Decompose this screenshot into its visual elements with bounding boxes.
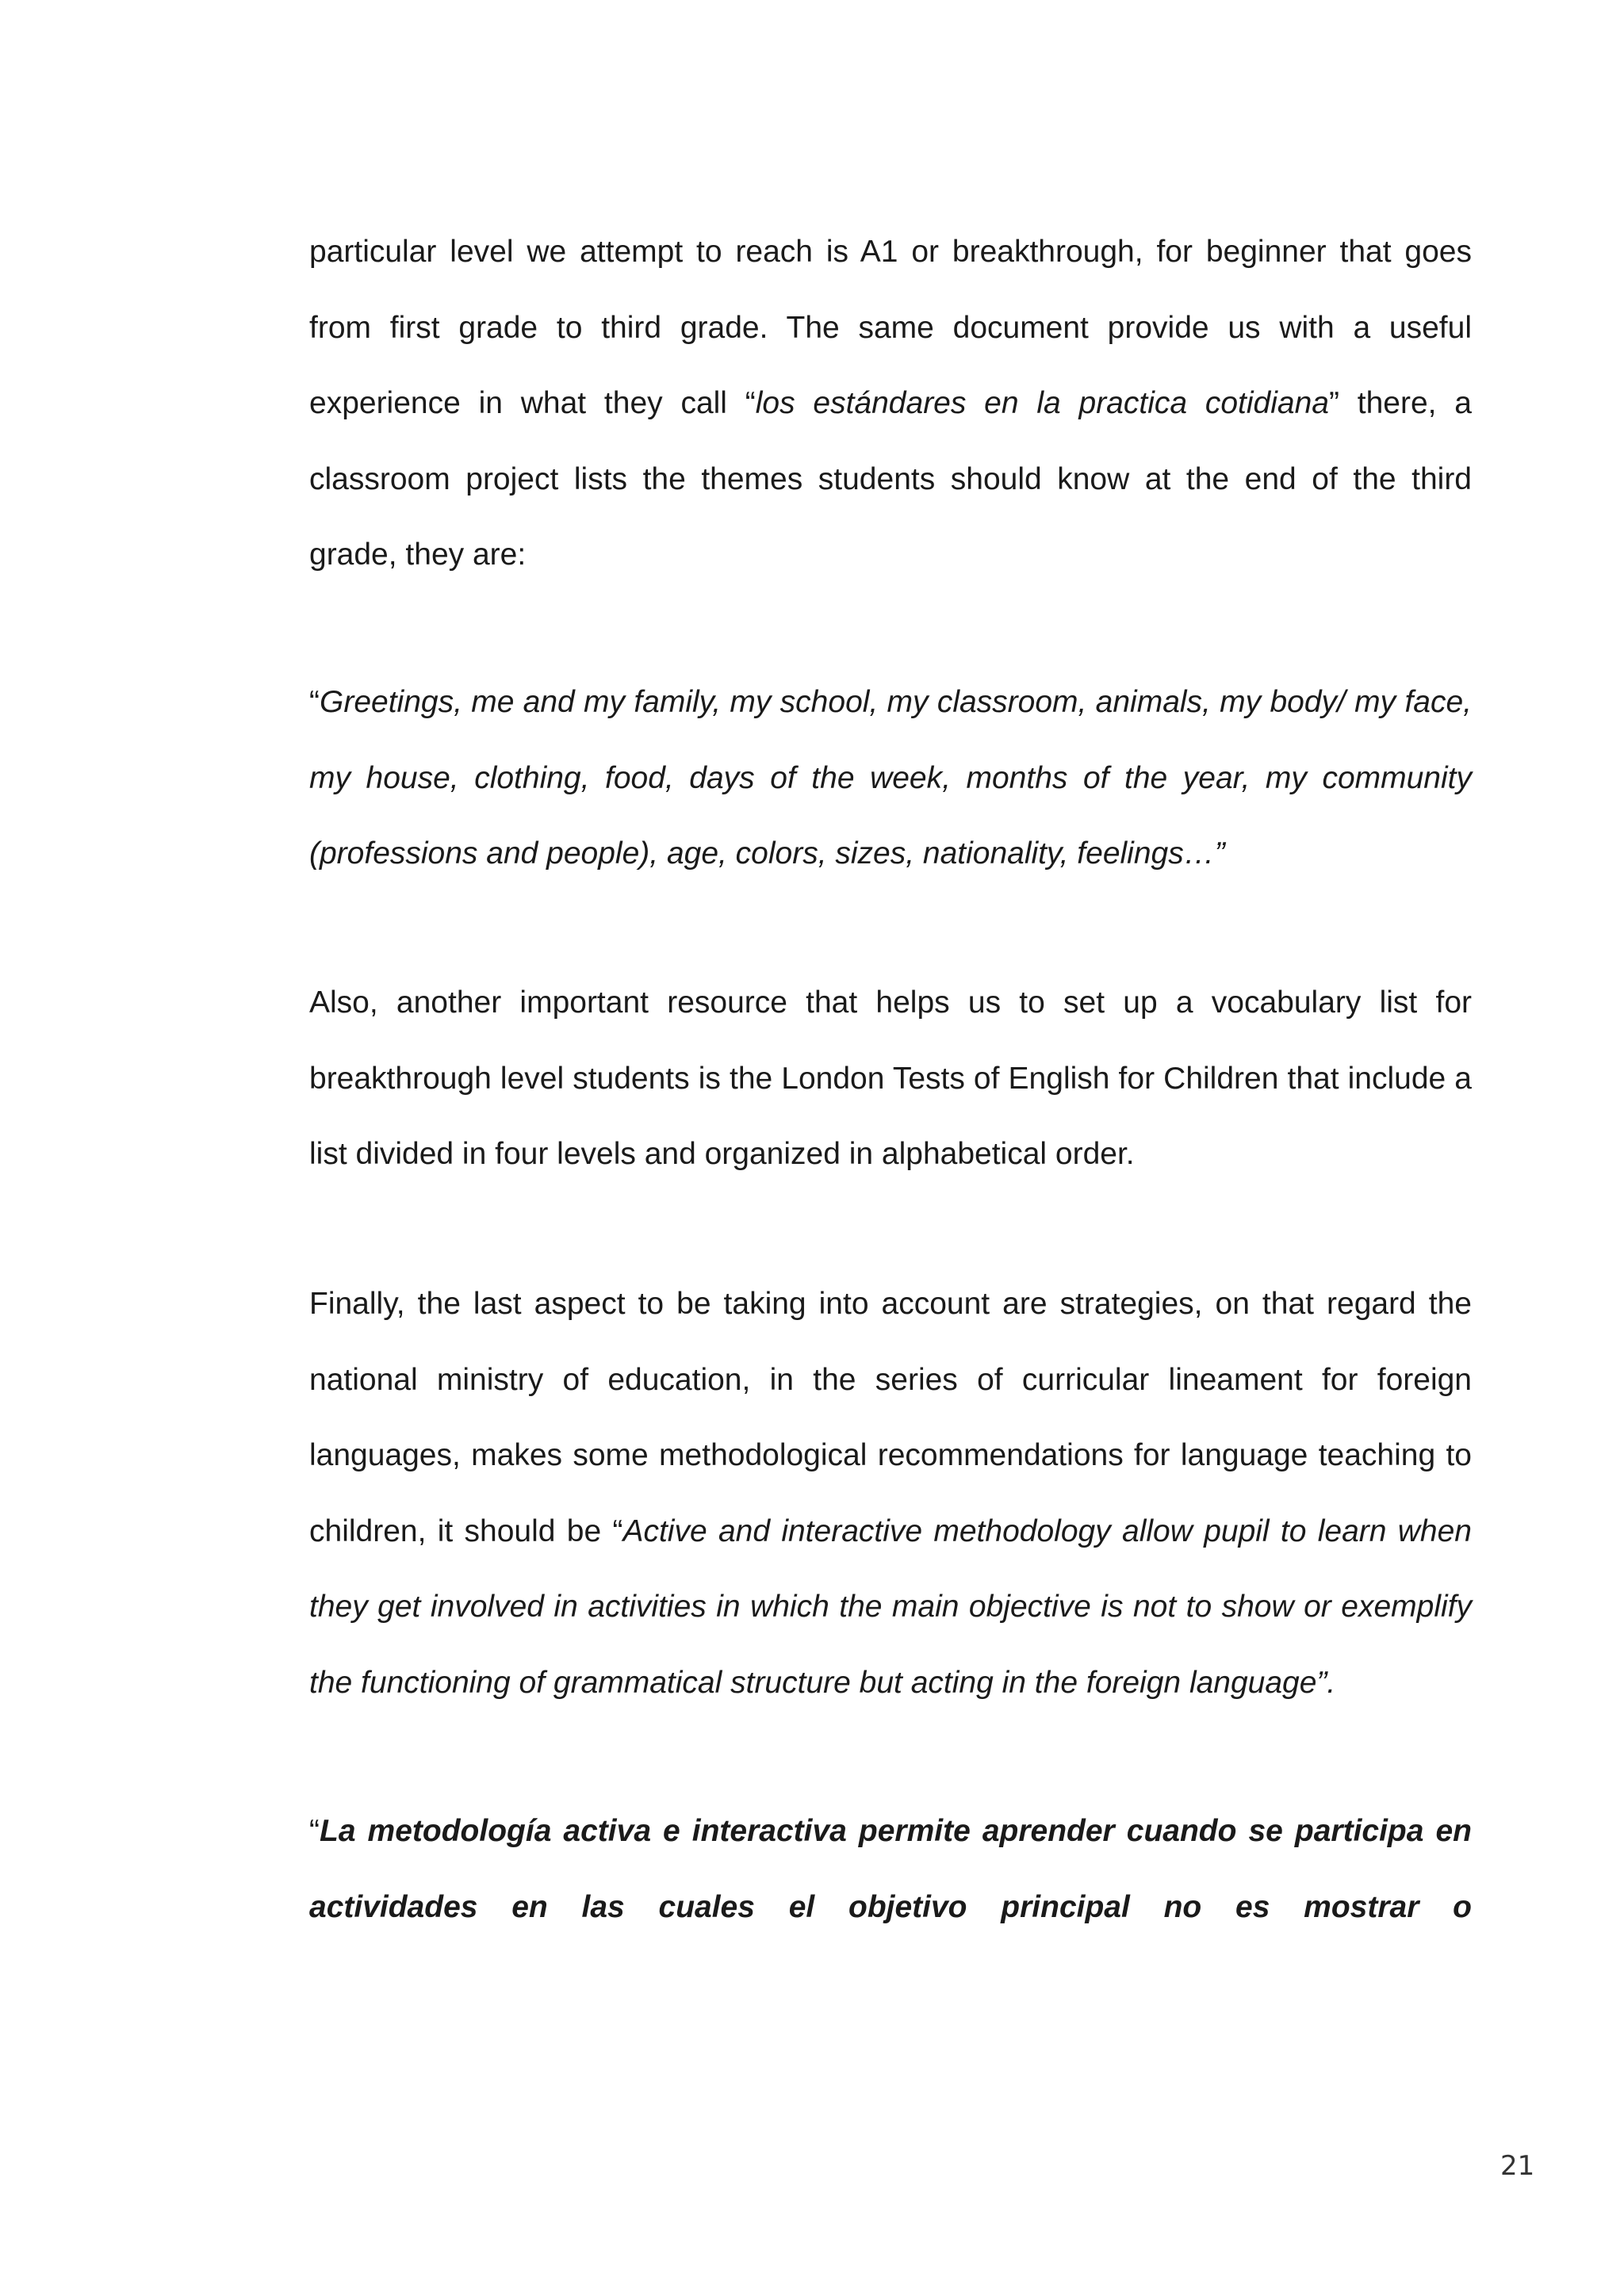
quote-spanish-text: La metodología activa e interactiva permite aprender cuando se participa en actividades en las cuales el objetivo principal no es mostrar o [309,1814,1472,1924]
paragraph-london-tests-text: Also, another important resource that helps us to set up a vocabulary list for breakthrough level students is the London Tests of English for Children that include a list divided in four levels and organized in alphabetical order. [309,985,1472,1171]
paragraph-london-tests [309,965,1472,1192]
paragraph-strategies [309,1266,1472,1720]
paragraph-strategies-italic-quote: Active and interactive methodology allow pupil to learn when they get involved in activities in which the main objective is not to show or exemplify the functioning of grammatical structure but acting in the foreign language”. [309,1513,1472,1700]
paragraph-standards-italic-term: los estándares en la practica cotidiana [755,386,1329,420]
paragraph-standards-text: particular level we attempt to reach is A1 or breakthrough, for beginner that goes from first grade to third grade. The same document provide us with a useful experience in what they call “ [309,235,1472,420]
paragraph-standards-text-end: ” there, a classroom project lists the themes students should know at the end of the third grade, they are: [309,386,1472,572]
quote-themes [309,664,1472,892]
paragraph-standards [309,214,1472,593]
quote-spanish-open-quote: “ [309,1814,320,1848]
quote-themes-text: Greetings, me and my family, my school, my classroom, animals, my body/ my face, my house, clothing, food, days of the week, months of the year, my community (professions and people), age, colors, sizes, nationality, feelings…” [309,685,1472,871]
page-number: 21 [1500,2150,1535,2182]
quote-spanish [309,1793,1472,1945]
quote-themes-open-quote: “ [309,685,320,719]
paragraph-strategies-text: Finally, the last aspect to be taking into account are strategies, on that regard the national ministry of education, in the series of curricular lineament for foreign languages, makes some methodological recommendations for language teaching to children, it should be “ [309,1287,1472,1548]
